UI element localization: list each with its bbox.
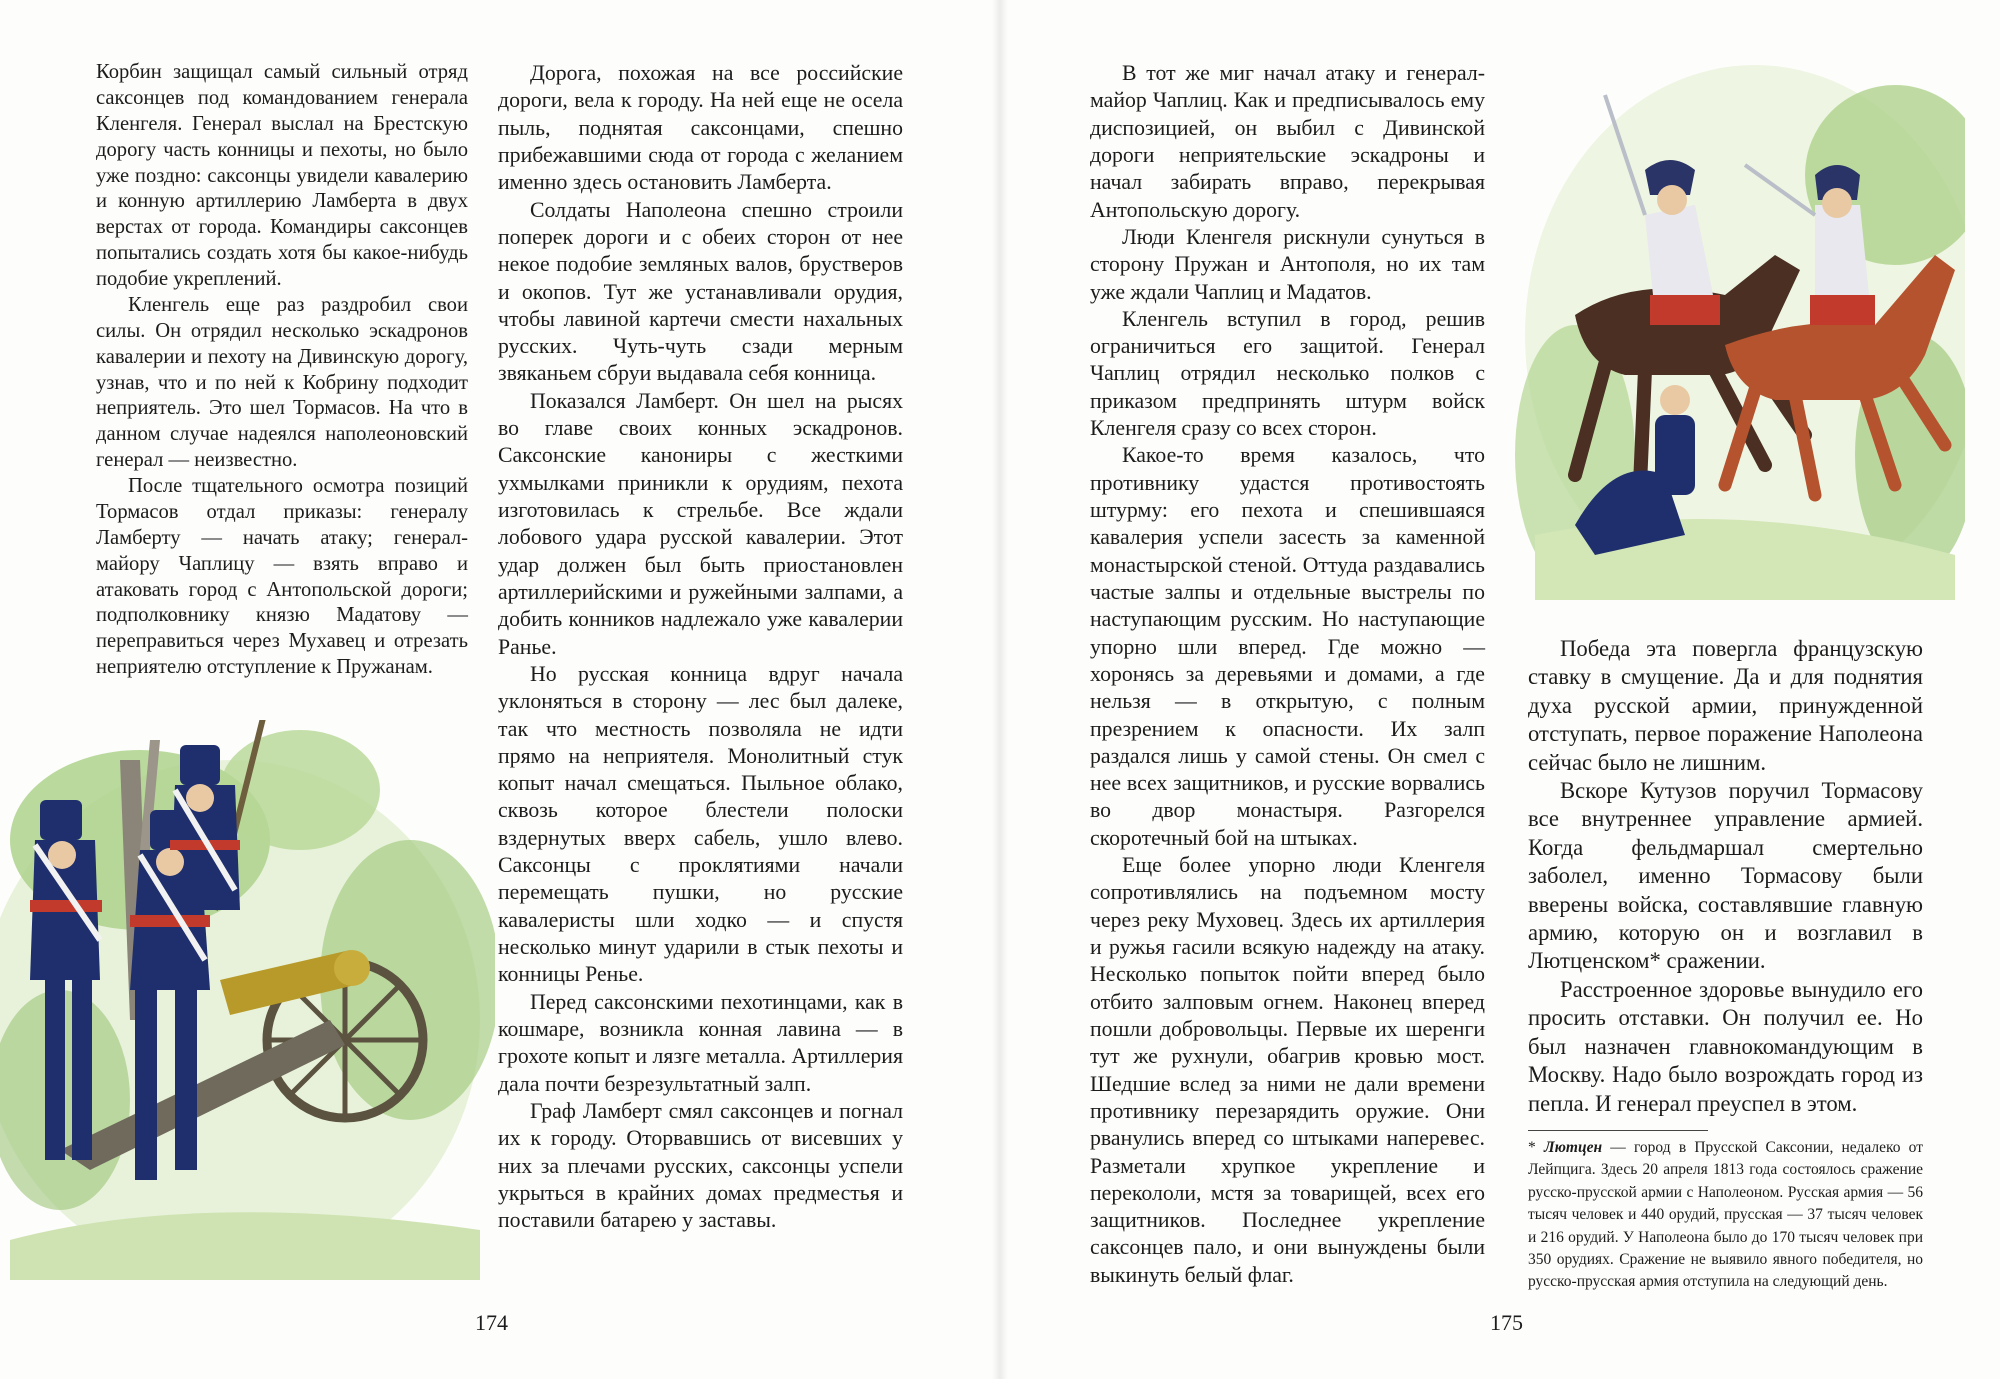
paragraph: Расстроенное здоровье вынудило его просить отставки. Он получил ее. Но был назначен главнокомандующим в Москву. Надо было возрождать город из пепла. И генерал преуспел в этом. [1528,976,1923,1116]
right-column-1 [1090,60,1485,1289]
paragraph: После тщательного осмотра позиций Тормасов отдал приказы: генералу Ламберту — начать атаку; генерал-майору Чаплицу — взять вправо и атаковать город с Антопольской дороги; подполковнику князю Мадатову — переправиться через Мухавец и отрезать неприятелю отступление к Пружанам. [96,475,468,679]
page-number-left: 174 [475,1310,508,1335]
footnote-rule [1528,1130,1708,1131]
paragraph: Дорога, похожая на все российские дороги, вела к городу. На ней еще не осела пыль, поднятая саксонцами, спешно прибежавшими сюда от города с желанием именно здесь остановить Ламберта. [498,61,903,195]
paragraph: Показался Ламберт. Он шел на рысях во главе своих конных эскадронов. Саксонские канониры с жесткими ухмылками приникли к орудиям, пехота изготовилась к стрельбе. Все ждали лобового удара русской кавалерии. Этот удар должен был быть приостановлен артиллерийскими и ружейными залпами, а добить конников надлежало уже кавалерии Ранье. [498,388,903,659]
paragraph: Кленгель еще раз раздробил свои силы. Он отрядил несколько эскадронов кавалерии и пехоту на Дивинскую дорогу, узнав, что и по ней к Кобрину подходит неприятель. Это шел Тормасов. На что в данном случае надеялся наполеоновский генерал — неизвестно. [96,293,468,472]
paragraph: Кленгель вступил в город, решив ограничиться его защитой. Генерал Чаплиц отрядил несколько полков с приказом предпринять штурм войск Кленгеля сразу со всех сторон. [1090,306,1485,441]
left-column-1 [96,60,468,681]
right-column-2 [1528,635,1923,1118]
footnote-marker: * [1528,1139,1544,1156]
paragraph: Корбин защищал самый сильный отряд саксонцев под командованием генерала Кленгеля. Генерал выслал на Брестскую дорогу часть конницы и пехоты, но было уже поздно: саксонцы увидели кавалерию и конную артиллерию Ламберта в двух верстах от города. Командиры саксонцев попытались создать хотя бы какое-нибудь подобие укреплений. [96,61,468,290]
footnote [1528,1130,1923,1294]
paragraph: Солдаты Наполеона спешно строили поперек дороги и с обеих сторон от нее некое подобие земляных валов, брустверов и окопов. Тут же устанавливали орудия, чтобы лавиной картечи смести нахальных русских. Чуть-чуть сзади мерным звяканьем сбруи выдавала себя конница. [498,197,903,386]
footnote-term: Лютцен [1543,1139,1603,1156]
paragraph: Какое-то время казалось, что противнику удастся противостоять штурму: его пехота и спешившаяся кавалерия успели засесть за каменной монастырской стеной. Оттуда раздавались частые залпы и отдельные выстрелы по наступающим русским. Но наступающие упорно шли вперед. Где можно — хоронясь за деревьями и домами, а где нельзя — в открытую, с полным презрением к опасности. Их залп раздался лишь у самой стены. Он смел с нее всех защитников, и русские ворвались во двор монастыря. Разгорелся скоротечный бой на штыках. [1090,443,1485,850]
footnote-text: — город в Прусской Саксонии, недалеко от Лейпцига. Здесь 20 апреля 1813 года состоялось сражение русско-прусской армии с Наполеоном. Русская армия — 56 тысяч человек и 440 орудий, прусская — 37 тысяч человек и 216 орудий. У Наполеона было до 170 тысяч человек при 350 орудиях. Сражение не выявило явного победителя, но русско-прусская армия отступила на следующий день. [1528,1139,1923,1291]
illustration-cavalry [1515,55,1965,600]
illustration-artillery [0,720,495,1280]
paragraph: Граф Ламберт смял саксонцев и погнал их к городу. Оторвавшись от висевших у них за плечами русских, саксонцы успели укрыться в крайних домах предместья и поставили батарею у заставы. [498,1098,903,1233]
cavalry-scene-image [1515,55,1965,600]
paragraph: Но русская конница вдруг начала уклоняться в сторону — лес был далеке, так что местность позволяла не идти прямо на неприятеля. Монолитный стук копыт начал смещаться. Пыльное облако, сквозь которое блестели полоски вздернутых вверх сабель, ушло влево. Саксонцы с проклятиями начали перемещать пушки, но русские кавалеристы шли ходко — и спустя несколько минут ударили в стык пехоты и конницы Ренье. [498,661,903,987]
book-gutter [992,0,1008,1379]
left-column-2 [498,60,903,1234]
paragraph: В тот же миг начал атаку и генерал-майор Чаплиц. Как и предписывалось ему диспозицией, он выбил с Дивинской дороги неприятельские эскадроны и начал забирать вправо, перекрывая Антопольскую дорогу. [1090,61,1485,222]
paragraph: Еще более упорно люди Кленгеля сопротивлялись на подъемном мосту через реку Муховец. Здесь их артиллерия и ружья гасили всякую надежду на атаку. Несколько попыток пойти вперед было отбито залповым огнем. Наконец вперед пошли добровольцы. Первые их шеренги тут же рухнули, обагрив кровью мост. Шедшие вслед за ними не дали времени противнику перезарядить оружие. Они рванулись вперед со штыками наперевес. Разметали хрупкое укрепление и перекололи, мстя за товарищей, всех его защитников. Последнее укрепление саксонцев пало, и они вынуждены были выкинуть белый флаг. [1090,853,1485,1287]
page-number-right: 175 [1490,1310,1523,1335]
paragraph: Люди Кленгеля рискнули сунуться в сторону Пружан и Антополя, но их там уже ждали Чаплиц и Мадатов. [1090,224,1485,304]
artillery-scene-image [0,720,495,1280]
paragraph: Перед саксонскими пехотинцами, как в кошмаре, возникла конная лавина — в грохоте копыт и лязге металла. Артиллерия дала почти безрезультатный залп. [498,989,903,1096]
paragraph: Победа эта повергла французскую ставку в смущение. Да и для поднятия духа русской армии, принужденной отступать, первое поражение Наполеона сейчас было не лишним. [1528,636,1923,775]
paragraph: Вскоре Кутузов поручил Тормасову все внутреннее управление армией. Когда фельдмаршал смертельно заболел, именно Тормасову были вверены войска, составлявшие главную армию, которую он и возглавил в Лютценском* сражении. [1528,778,1923,974]
